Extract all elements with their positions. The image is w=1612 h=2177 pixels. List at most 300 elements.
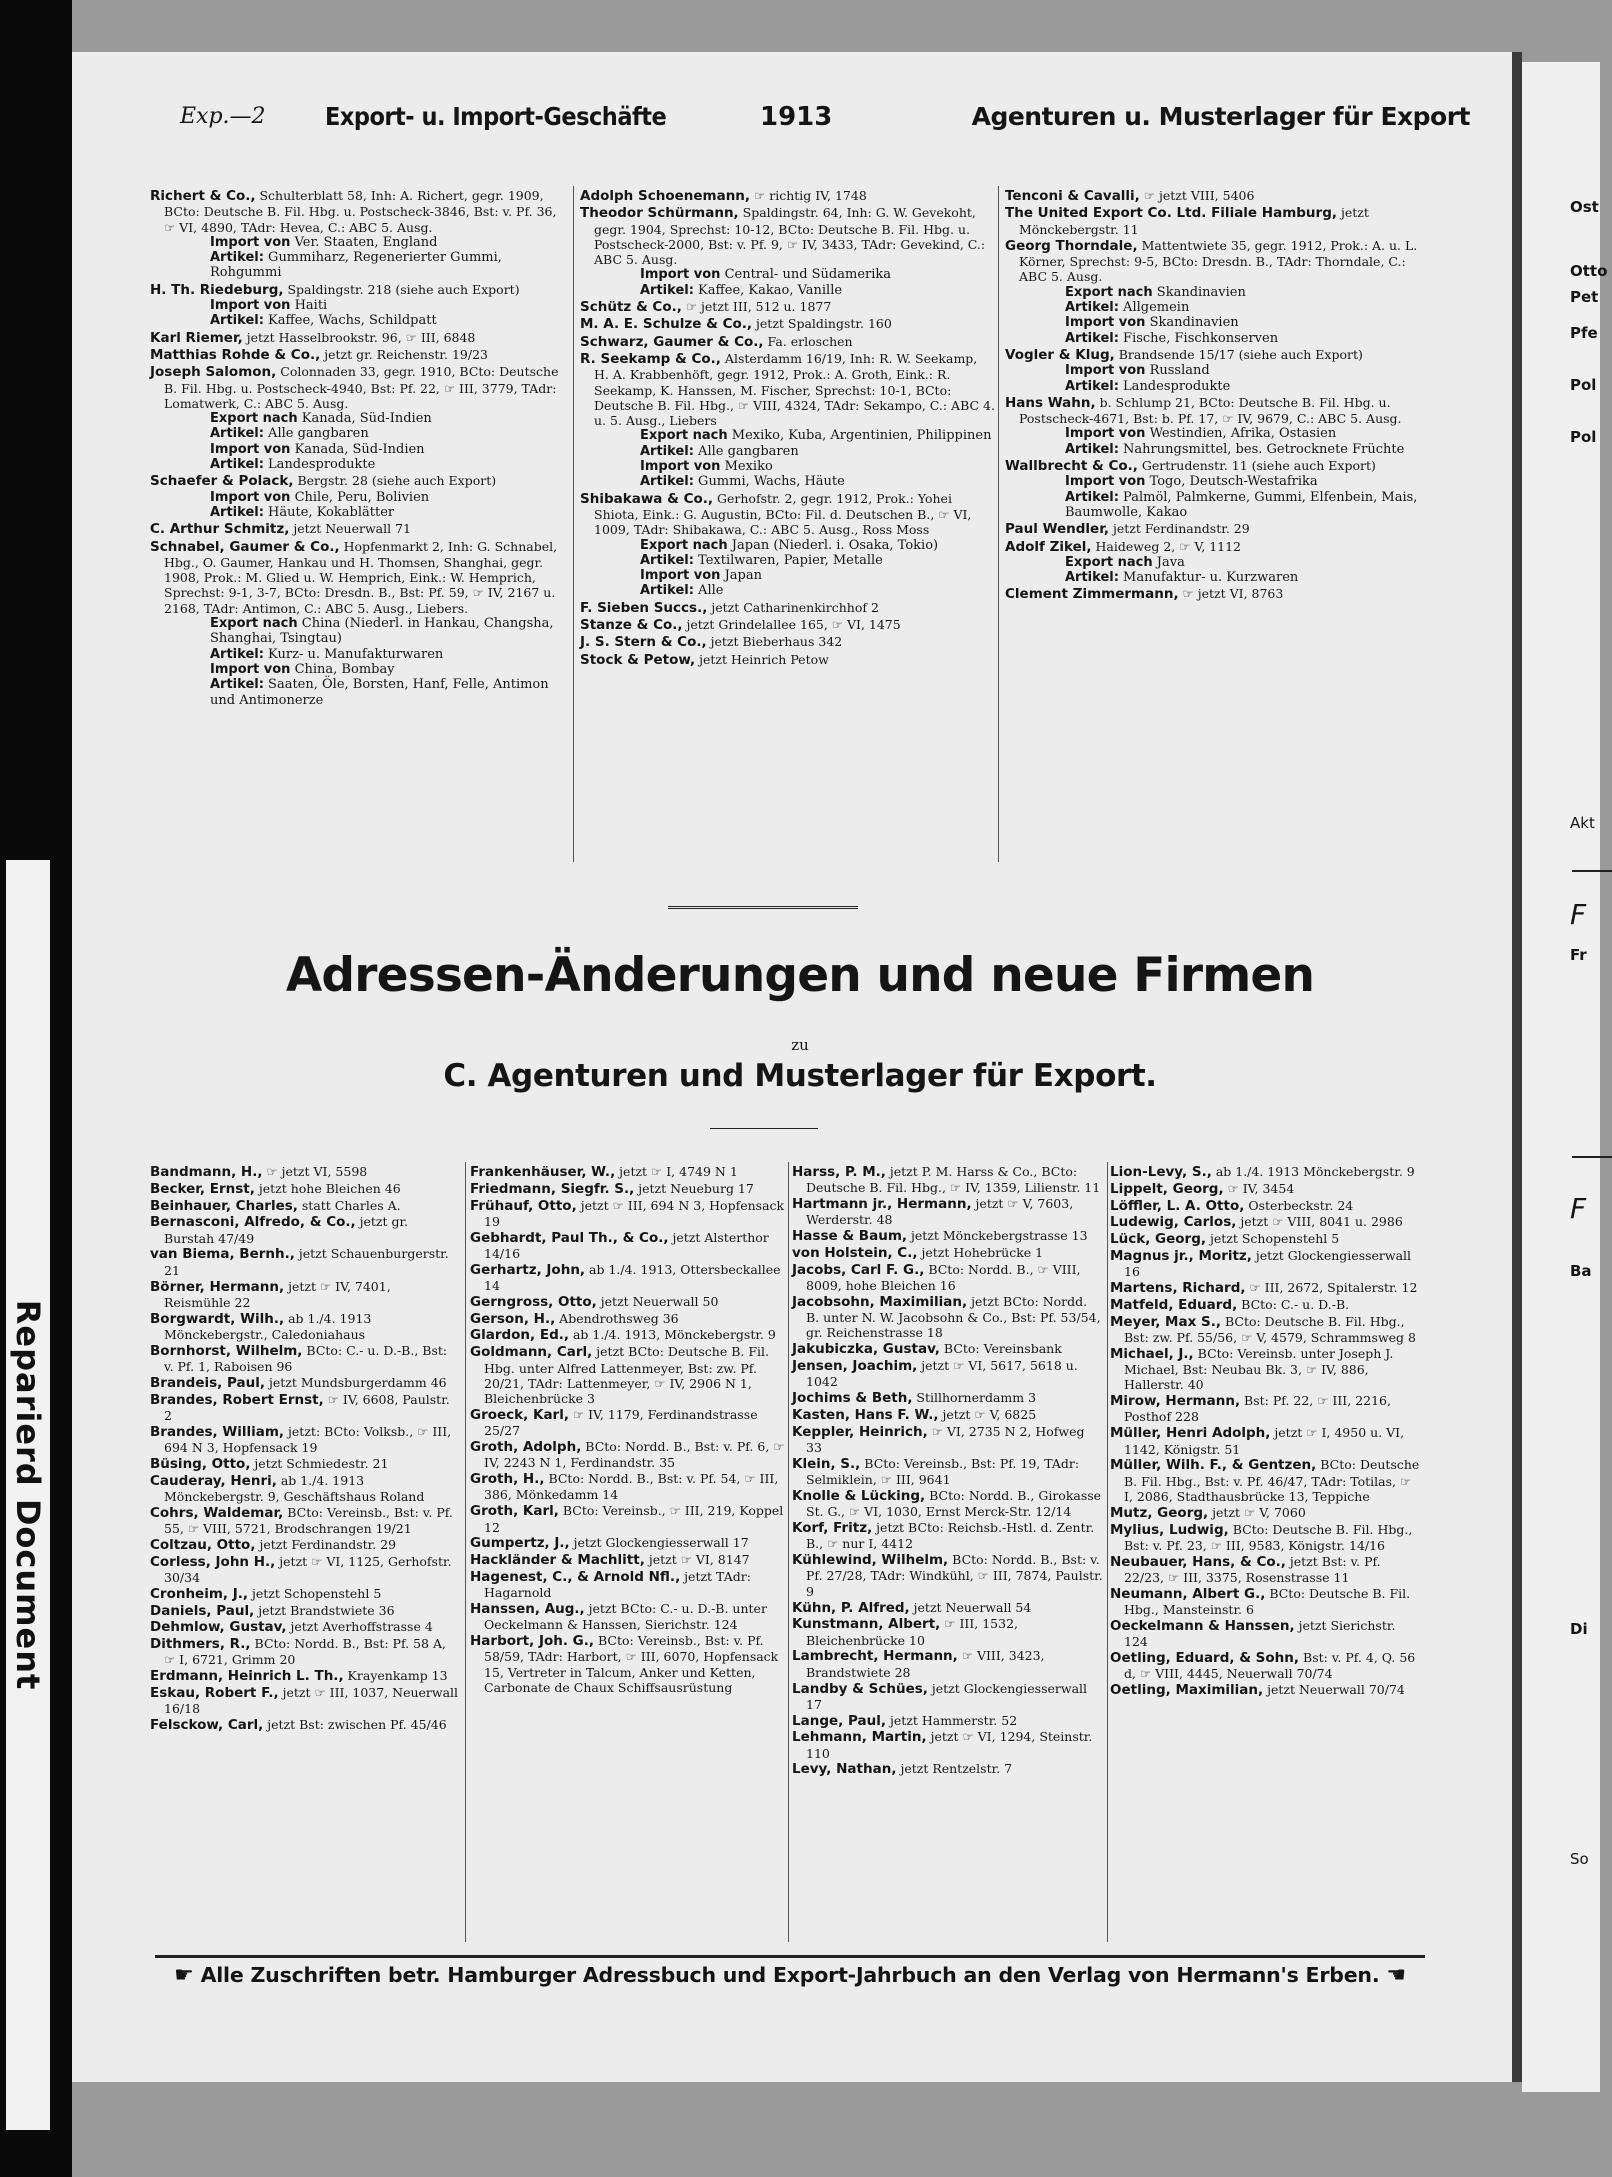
address-change-entry [1110,1618,1422,1650]
firm-name: Schütz & Co., [580,299,682,316]
firm-details: jetzt Ferdinandstr. 29 [1109,521,1250,537]
address-change-entry [150,1246,460,1278]
address-change-entry [792,1407,1104,1423]
column-divider [1107,1162,1108,1942]
firm-details: jetzt Schopenstehl 5 [1205,1231,1340,1247]
firm-name: Vogler & Klug, [1005,346,1115,363]
firm-name: Gerson, H., [470,1310,556,1327]
firm-name: Beinhauer, Charles, [150,1197,298,1214]
address-change-entry [470,1294,785,1310]
firm-name: Magnus jr., Moritz, [1110,1247,1252,1264]
firm-details: ☞ richtig IV, 1748 [750,188,867,203]
address-change-entry [792,1456,1104,1488]
firm-name: The United Export Co. Ltd. Filiale Hamburg, [1005,205,1337,222]
firm-details: Bst: v. Pf. 4, Q. 56 d, ☞ VIII, 4445, Neuerwall 70/74 [1124,1649,1416,1682]
firm-details: jetzt ☞ III, 694 N 3, Hopfensack 19 [484,1197,785,1229]
address-change-entry [792,1552,1104,1599]
address-change-entry [792,1713,1104,1729]
firm-details: ☞ III, 2672, Spitalerstr. 12 [1245,1280,1418,1296]
page-gutter [1512,52,1522,2082]
firm-details: Gerhofstr. 2, gegr. 1912, Prok.: Yohei Shiota, Eink.: G. Augustin, BCto: Fil. d. Deutschen B., ☞ VI, 1009, TAdr: Shibakawa, C.: ABC 5. Ausg., Ross Moss [594,490,972,538]
firm-name: Meyer, Max S., [1110,1313,1221,1330]
trade-value: Skandinavien [1145,315,1239,331]
firm-name: Brandeis, Paul, [150,1374,265,1391]
firm-name: Mylius, Ludwig, [1110,1521,1229,1538]
firm-name: Corless, John H., [150,1553,276,1570]
directory-entry [1005,395,1425,457]
trade-label: Artikel: [640,282,694,298]
firm-details: Krayenkamp 13 [343,1668,448,1684]
address-change-entry [150,1685,460,1717]
section-subtitle: C. Agenturen und Musterlager für Export. [443,1058,1157,1094]
firm-name: Levy, Nathan, [792,1761,897,1778]
address-change-entry [470,1439,785,1471]
firm-details: jetzt Schauenburgerstr. 21 [164,1246,449,1278]
firm-name: Knolle & Lücking, [792,1487,926,1504]
firm-details: jetzt ☞ VI, 5617, 5618 u. 1042 [806,1358,1078,1390]
trade-label: Artikel: [640,583,694,599]
trade-value: Kurz- u. Manufakturwaren [263,646,444,662]
address-change-entry [792,1616,1104,1648]
address-change-entry [470,1535,785,1551]
firm-details: Bst: Pf. 22, ☞ III, 2216, Posthof 228 [1124,1393,1391,1425]
directory-entry [580,634,995,650]
firm-name: Groth, Adolph, [470,1439,582,1456]
firm-name: Cohrs, Waldemar, [150,1504,284,1521]
firm-name: Keppler, Heinrich, [792,1423,928,1440]
firm-name: Lambrecht, Hermann, [792,1648,958,1665]
trade-line [594,444,995,459]
bottom-column-3 [792,1164,1104,1778]
trade-line [594,583,995,598]
address-change-entry [150,1456,460,1472]
directory-entry [580,617,995,633]
directory-entry [580,188,995,204]
firm-details: Alsterdamm 16/19, Inh: R. W. Seekamp, H. A. Krabbenhöft, gegr. 1912, Prok.: A. Groth, Eink.: R. Seekamp, K. Hanssen, M. Fischer, Sprechst: 10-1, BCto: Deutsche B. Fil. Hbg., ☞ VIII, 4324, TAdr: Sekampo, C.: ABC 4. u. 5. Ausg., Liebers [594,350,995,429]
firm-details: jetzt ☞ VI, 1125, Gerhofstr. 30/34 [164,1553,452,1585]
firm-name: Michael, J., [1110,1345,1194,1362]
pointing-hand-left-icon: ☚ [1386,1963,1406,1988]
np-line: Pet [1570,288,1599,306]
page-header [160,94,1500,138]
trade-label: Import von [1065,363,1146,379]
firm-details: BCto: Vereinsb., Bst: v. Pf. 58/59, TAdr: Harbort, ☞ III, 6070, Hopfensack 15, Vertreter in Talcum, Anker und Ketten, Carbonate de Chaux Schiffsausrüstung [484,1633,779,1695]
firm-details: Colonnaden 33, gegr. 1910, BCto: Deutsche B. Fil. Hbg. u. Postscheck-4940, Bst: Pf. 22, ☞ III, 3779, TAdr: Lomatwerk, C.: ABC 5. Ausg. [164,364,559,411]
firm-name: Matfeld, Eduard, [1110,1296,1238,1313]
firm-name: Schwarz, Gaumer & Co., [580,333,764,350]
firm-name: Hagenest, C., & Arnold Nfl., [470,1568,681,1585]
address-change-entry [1110,1554,1422,1586]
firm-details: jetzt Catharinenkirchhof 2 [707,599,879,615]
firm-details: jetzt ☞ VI, 8147 [644,1552,750,1568]
address-change-entry [1110,1164,1422,1180]
firm-details: jetzt BCto: Deutsche B. Fil. Hbg. unter Alfred Lattenmeyer, Bst: zw. Pf. 20/21, TAdr: Lattenmeyer, ☞ IV, 2906 N 1, Bleichenbrücke 3 [484,1344,769,1407]
address-change-entry [150,1636,460,1668]
address-change-entry [1110,1231,1422,1247]
trade-label: Import von [210,489,291,505]
firm-details: ☞ IV, 1179, Ferdinandstrasse 25/27 [484,1406,758,1439]
column-divider [465,1162,466,1942]
trade-label: Artikel: [1065,489,1119,505]
trade-value: Chile, Peru, Bolivien [290,489,430,505]
firm-details: jetzt ☞ VIII, 8041 u. 2986 [1236,1214,1403,1230]
firm-details: jetzt Alsterthor 14/16 [484,1229,769,1261]
address-change-entry [150,1537,460,1553]
firm-details: BCto: Vereinsb. unter Joseph J. Michael, Bst: Neubau Bk. 3, ☞ IV, 886, Hallerstr. 40 [1124,1345,1394,1393]
firm-details: Abendrothsweg 36 [555,1310,679,1326]
address-change-entry [470,1327,785,1343]
trade-value: Togo, Deutsch-Westafrika [1145,474,1318,490]
firm-name: Friedmann, Siegfr. S., [470,1180,635,1197]
header-right-title: Agenturen u. Musterlager für Export [971,102,1470,131]
trade-line [1019,315,1425,330]
address-change-entry [792,1294,1104,1341]
firm-details: BCto: Nordd. B., Bst: Pf. 58 A, ☞ I, 6721, Grimm 20 [164,1636,446,1668]
firm-details: BCto: Nordd. B., Bst: v. Pf. 54, ☞ III, 386, Mönkedamm 14 [484,1471,779,1503]
trade-label: Import von [1065,474,1146,490]
trade-label: Artikel: [1065,300,1119,316]
trade-value: Palmöl, Palmkerne, Gummi, Elfenbein, Mais, Baumwolle, Kakao [1065,489,1418,520]
trade-line [164,411,565,426]
trade-value: China (Niederl. in Hankau, Changsha, Shanghai, Tsingtau) [210,616,554,647]
firm-name: Becker, Ernst, [150,1180,255,1197]
trade-line [1019,363,1425,378]
address-change-entry [792,1245,1104,1261]
np-line: Fr [1570,946,1587,964]
top-column-1 [150,188,565,709]
address-change-entry [150,1554,460,1586]
np-rule [1572,1156,1612,1158]
firm-name: Jensen, Joachim, [792,1358,918,1375]
trade-value: Mexiko, Kuba, Argentinien, Philippinen [727,428,992,444]
address-change-entry [150,1375,460,1391]
column-divider [788,1162,789,1942]
header-year: 1913 [760,102,833,132]
trade-value: Gummi, Wachs, Häute [693,474,845,490]
trade-line [164,298,565,313]
firm-name: Stock & Petow, [580,651,696,668]
firm-name: Frankenhäuser, W., [470,1164,616,1180]
directory-entry [150,330,565,346]
trade-value: Westindien, Afrika, Ostasien [1145,426,1337,442]
np-rule [1572,870,1612,872]
firm-name: Dehmlow, Gustav, [150,1619,287,1636]
trade-value: Alle gangbaren [263,426,369,442]
trade-line [1019,474,1425,489]
firm-details: ☞ VI, 2735 N 2, Hofweg 33 [806,1423,1085,1456]
address-change-entry [792,1262,1104,1294]
firm-name: Shibakawa & Co., [580,490,714,507]
trade-line [164,505,565,520]
firm-details: ☞ jetzt VI, 8763 [1178,586,1284,602]
trade-label: Import von [1065,426,1146,442]
firm-name: Stanze & Co., [580,617,683,634]
trade-label: Artikel: [640,443,694,459]
firm-details: Spaldingstr. 64, Inh: G. W. Gevekoht, gegr. 1904, Sprechst: 10-12, BCto: Deutsche B. Fil. Hbg. u. Postscheck-2000, Bst: v. Pf. 9, ☞ IV, 3433, TAdr: Gevekind, C.: ABC 5. Ausg. [594,205,986,268]
firm-name: Hans Wahn, [1005,394,1096,411]
firm-name: Lion-Levy, S., [1110,1164,1212,1180]
directory-entry [1005,458,1425,520]
firm-name: Harbort, Joh. G., [470,1633,595,1650]
firm-name: Oeckelmann & Hanssen, [1110,1617,1295,1634]
firm-details: BCto: Vereinsbank [939,1341,1062,1357]
firm-name: Kühlewind, Wilhelm, [792,1552,949,1569]
address-change-entry [1110,1522,1422,1554]
firm-details: ab 1./4. 1913 Mönckebergstr. 9, Geschäftshaus Roland [164,1472,425,1504]
trade-line [164,442,565,457]
directory-entry [1005,238,1425,346]
firm-details: statt Charles A. [297,1197,401,1213]
trade-line [594,283,995,298]
directory-entry [150,347,565,363]
directory-entry [150,282,565,329]
trade-value: Haiti [290,298,328,314]
trade-line [594,538,995,553]
firm-name: Tenconi & Cavalli, [1005,188,1140,204]
trade-line [594,553,995,568]
firm-name: Schnabel, Gaumer & Co., [150,538,340,555]
address-change-entry [470,1198,785,1230]
firm-details: ab 1./4. 1913 Mönckebergstr. 9 [1211,1164,1415,1179]
firm-details: jetzt ☞ I, 4950 u. VI, 1142, Königstr. 51 [1124,1425,1405,1457]
firm-name: Hanssen, Aug., [470,1601,585,1618]
trade-label: Artikel: [640,552,694,568]
firm-name: Brandes, William, [150,1423,285,1440]
firm-details: jetzt ☞ V, 6825 [938,1406,1037,1422]
trade-value: Nahrungsmittel, bes. Getrocknete Früchte [1118,441,1405,457]
trade-value: Alle gangbaren [693,443,799,459]
address-change-entry [1110,1297,1422,1313]
address-change-entry [792,1424,1104,1456]
firm-details: BCto: Deutsche B. Fil. Hbg., Mansteinstr. 6 [1124,1585,1411,1618]
top-column-3 [1005,188,1425,604]
np-line: Pol [1570,428,1597,446]
firm-details: jetzt Hasselbrookstr. 96, ☞ III, 6848 [242,329,476,345]
firm-name: Wallbrecht & Co., [1005,458,1138,475]
trade-label: Export nach [1065,554,1153,570]
firm-name: Bandmann, H., [150,1164,263,1180]
directory-entry [150,364,565,472]
firm-details: BCto: Vereinsb., ☞ III, 219, Koppel 12 [484,1503,784,1535]
trade-value: Skandinavien [1152,284,1246,300]
address-change-entry [150,1424,460,1456]
np-line: So [1570,1850,1589,1868]
firm-name: van Biema, Bernh., [150,1246,295,1263]
firm-details: Stillhornerdamm 3 [912,1390,1037,1406]
firm-details: jetzt Spaldingstr. 160 [752,316,892,332]
firm-details: jetzt Neuerwall 71 [289,521,411,537]
trade-label: Export nach [640,537,728,553]
directory-entry [580,351,995,490]
firm-name: Lippelt, Georg, [1110,1180,1224,1197]
firm-details: jetzt gr. Burstah 47/49 [164,1214,409,1246]
address-change-entry [150,1392,460,1424]
trade-line [164,490,565,505]
firm-details: jetzt: BCto: Volksb., ☞ III, 694 N 3, Hopfensack 19 [164,1423,452,1456]
firm-details: BCto: Nordd. B., Bst: v. Pf. 6, ☞ IV, 2243 N 1, Ferdinandstr. 35 [484,1439,785,1471]
trade-line [164,250,565,281]
firm-name: Goldmann, Carl, [470,1344,593,1361]
trade-line [594,267,995,282]
trade-label: Artikel: [210,313,264,329]
address-change-entry [470,1569,785,1601]
np-line: F [1570,898,1587,931]
firm-details: BCto: Vereinsb., Bst: v. Pf. 55, ☞ VIII, 5721, Brodschrangen 19/21 [164,1504,453,1537]
trade-value: Allgemein [1118,300,1190,316]
trade-line [1019,570,1425,585]
firm-name: Brandes, Robert Ernst, [150,1391,324,1408]
firm-details: jetzt BCto: Reichsb.-Hstl. d. Zentr. B., ☞ nur I, 4412 [806,1520,1095,1552]
firm-details: jetzt Bieberhaus 342 [706,634,843,650]
firm-details: jetzt ☞ III, 1037, Neuerwall 16/18 [164,1685,459,1717]
firm-details: jetzt Schopenstehl 5 [248,1585,382,1601]
trade-value: Textilwaren, Papier, Metalle [693,552,883,568]
firm-details: Osterbeckstr. 24 [1244,1197,1354,1213]
trade-value: Mexiko [720,459,773,475]
trade-value: Landesprodukte [1118,378,1231,394]
firm-details: jetzt Neuerwall 54 [909,1599,1032,1615]
firm-name: Georg Thorndale, [1005,237,1138,254]
trade-line [1019,379,1425,394]
firm-details: BCto: Nordd. B., Girokasse St. G., ☞ VI, 1030, Ernst Merck-Str. 12/14 [806,1487,1102,1520]
firm-name: Eskau, Robert F., [150,1685,279,1701]
firm-details: BCto: Nordd. B., Bst: v. Pf. 27/28, TAdr: Windkühl, ☞ III, 7874, Paulstr. 9 [806,1552,1103,1599]
column-divider [573,186,574,862]
address-change-entry [150,1343,460,1375]
firm-details: jetzt Mönckebergstrasse 13 [907,1228,1088,1244]
address-change-entry [792,1729,1104,1761]
address-change-entry [470,1262,785,1294]
directory-entry [580,299,995,315]
firm-name: Müller, Henri Adolph, [1110,1425,1271,1442]
trade-label: Import von [210,661,291,677]
address-change-entry [792,1488,1104,1520]
firm-details: BCto: C.- u. D.-B. [1237,1296,1350,1312]
trade-value: Ver. Staaten, England [290,234,438,250]
trade-label: Export nach [640,428,728,444]
trade-line [594,459,995,474]
address-change-entry [792,1600,1104,1616]
directory-entry [150,473,565,520]
firm-details: jetzt Ferdinandstr. 29 [255,1536,397,1552]
firm-name: F. Sieben Succs., [580,599,708,616]
trade-label: Import von [640,267,721,283]
firm-details: jetzt Heinrich Petow [695,651,829,667]
firm-name: Jakubiczka, Gustav, [792,1341,940,1358]
trade-value: Manufaktur- u. Kurzwaren [1118,570,1299,586]
firm-details: Schulterblatt 58, Inh: A. Richert, gegr. 1909, BCto: Deutsche B. Fil. Hbg. u. Postscheck-3846, Bst: v. Pf. 36, ☞ VI, 4890, TAdr: Hevea, C.: ABC 5. Ausg. [164,188,557,235]
address-change-entry [150,1214,460,1246]
firm-name: C. Arthur Schmitz, [150,521,290,538]
address-change-entry [792,1648,1104,1680]
firm-details: BCto: Deutsche B. Fil. Hbg., Bst: zw. Pf. 55/56, ☞ V, 4579, Schrammsweg 8 [1124,1313,1416,1345]
address-change-entry [470,1503,785,1535]
trade-line [1019,300,1425,315]
address-change-entry [792,1228,1104,1244]
firm-name: Hackländer & Machlitt, [470,1552,645,1569]
firm-name: Gebhardt, Paul Th., & Co., [470,1229,669,1246]
trade-label: Artikel: [210,457,264,473]
firm-name: Kunstmann, Albert, [792,1616,941,1633]
bottom-column-2 [470,1164,785,1696]
address-change-entry [792,1341,1104,1357]
footer-text: Alle Zuschriften betr. Hamburger Adressbuch und Export-Jahrbuch an den Verlag von Hermann's Erben. [200,1963,1380,1987]
firm-name: Lehmann, Martin, [792,1729,927,1746]
address-change-entry [150,1198,460,1214]
page-reference: Exp.—2 [180,104,266,129]
trade-value: Landesprodukte [263,457,376,473]
trade-line [164,426,565,441]
firm-details: jetzt ☞ I, 4749 N 1 [615,1164,738,1179]
firm-details: Hopfenmarkt 2, Inh: G. Schnabel, Hbg., O. Gaumer, Hankau und H. Thomsen, Shanghai, gegr. 1908, Prok.: M. Glied u. W. Hemprich, Eink.: W. Hemprich, Sprechst: 9-1, 3-7, BCto: Dresdn. B., Bst: Pf. 59, ☞ IV, 2167 u. 2168, TAdr: Antimon, C.: ABC 5. Ausg., Liebers. [164,538,558,616]
firm-details: jetzt Grindelallee 165, ☞ VI, 1475 [682,617,901,633]
address-change-entry [792,1520,1104,1552]
trade-value: Central- und Südamerika [720,267,892,283]
firm-details: jetzt Glockengiesserwall 17 [569,1535,749,1551]
firm-details: jetzt ☞ VI, 1294, Steinstr. 110 [806,1729,1093,1761]
firm-details: jetzt Neueburg 17 [634,1180,754,1196]
firm-name: Oetling, Maximilian, [1110,1682,1264,1698]
firm-details: Gertrudenstr. 11 (siehe auch Export) [1137,458,1376,474]
address-change-entry [150,1586,460,1602]
firm-details: BCto: Nordd. B., ☞ VIII, 8009, hohe Bleichen 16 [806,1261,1081,1294]
firm-details: ☞ IV, 3454 [1223,1180,1295,1196]
top-column-2 [580,188,995,669]
firm-name: Matthias Rohde & Co., [150,346,321,363]
address-change-entry [1110,1586,1422,1618]
address-change-entry [792,1390,1104,1406]
firm-name: Jacobs, Carl F. G., [792,1261,925,1278]
np-line: Ba [1570,1262,1592,1280]
firm-name: Neubauer, Hans, & Co., [1110,1553,1286,1570]
firm-details: jetzt Hammerstr. 52 [885,1712,1018,1728]
trade-line [1019,555,1425,570]
trade-line [1019,442,1425,457]
address-change-entry [1110,1457,1422,1504]
trade-label: Artikel: [1065,330,1119,346]
section-divider [668,906,858,909]
address-change-entry [470,1633,785,1695]
firm-name: Dithmers, R., [150,1636,251,1653]
trade-value: Kaffee, Wachs, Schildpatt [263,313,437,329]
trade-value: Java [1152,554,1185,570]
section-zu: zu [791,1036,809,1054]
address-change-entry [1110,1393,1422,1425]
trade-value: Fische, Fischkonserven [1118,330,1279,346]
firm-name: Richert & Co., [150,188,256,204]
address-change-entry [1110,1214,1422,1230]
firm-details: jetzt Bst: v. Pf. 22/23, ☞ III, 3375, Rosenstrasse 11 [1124,1553,1381,1585]
firm-details: Haideweg 2, ☞ V, 1112 [1091,538,1242,554]
firm-name: Cronheim, J., [150,1585,249,1602]
trade-value: Russland [1145,363,1210,379]
trade-label: Artikel: [1065,378,1119,394]
firm-name: Kasten, Hans F. W., [792,1406,939,1423]
directory-entry [580,334,995,350]
firm-details: BCto: C.- u. D.-B., Bst: v. Pf. 1, Raboisen 96 [164,1342,448,1375]
firm-details: ☞ III, 1532, Bleichenbrücke 10 [806,1616,1018,1648]
address-change-entry [150,1181,460,1197]
firm-name: Daniels, Paul, [150,1602,255,1619]
firm-name: Clement Zimmermann, [1005,586,1179,603]
firm-details: jetzt Rentzelstr. 7 [896,1761,1013,1777]
address-change-entry [470,1344,785,1406]
directory-entry [1005,347,1425,394]
firm-name: Jochims & Beth, [792,1390,913,1407]
firm-name: Müller, Wilh. F., & Gentzen, [1110,1457,1317,1474]
firm-name: Hasse & Baum, [792,1228,908,1245]
firm-details: jetzt Schmiedestr. 21 [250,1455,389,1471]
